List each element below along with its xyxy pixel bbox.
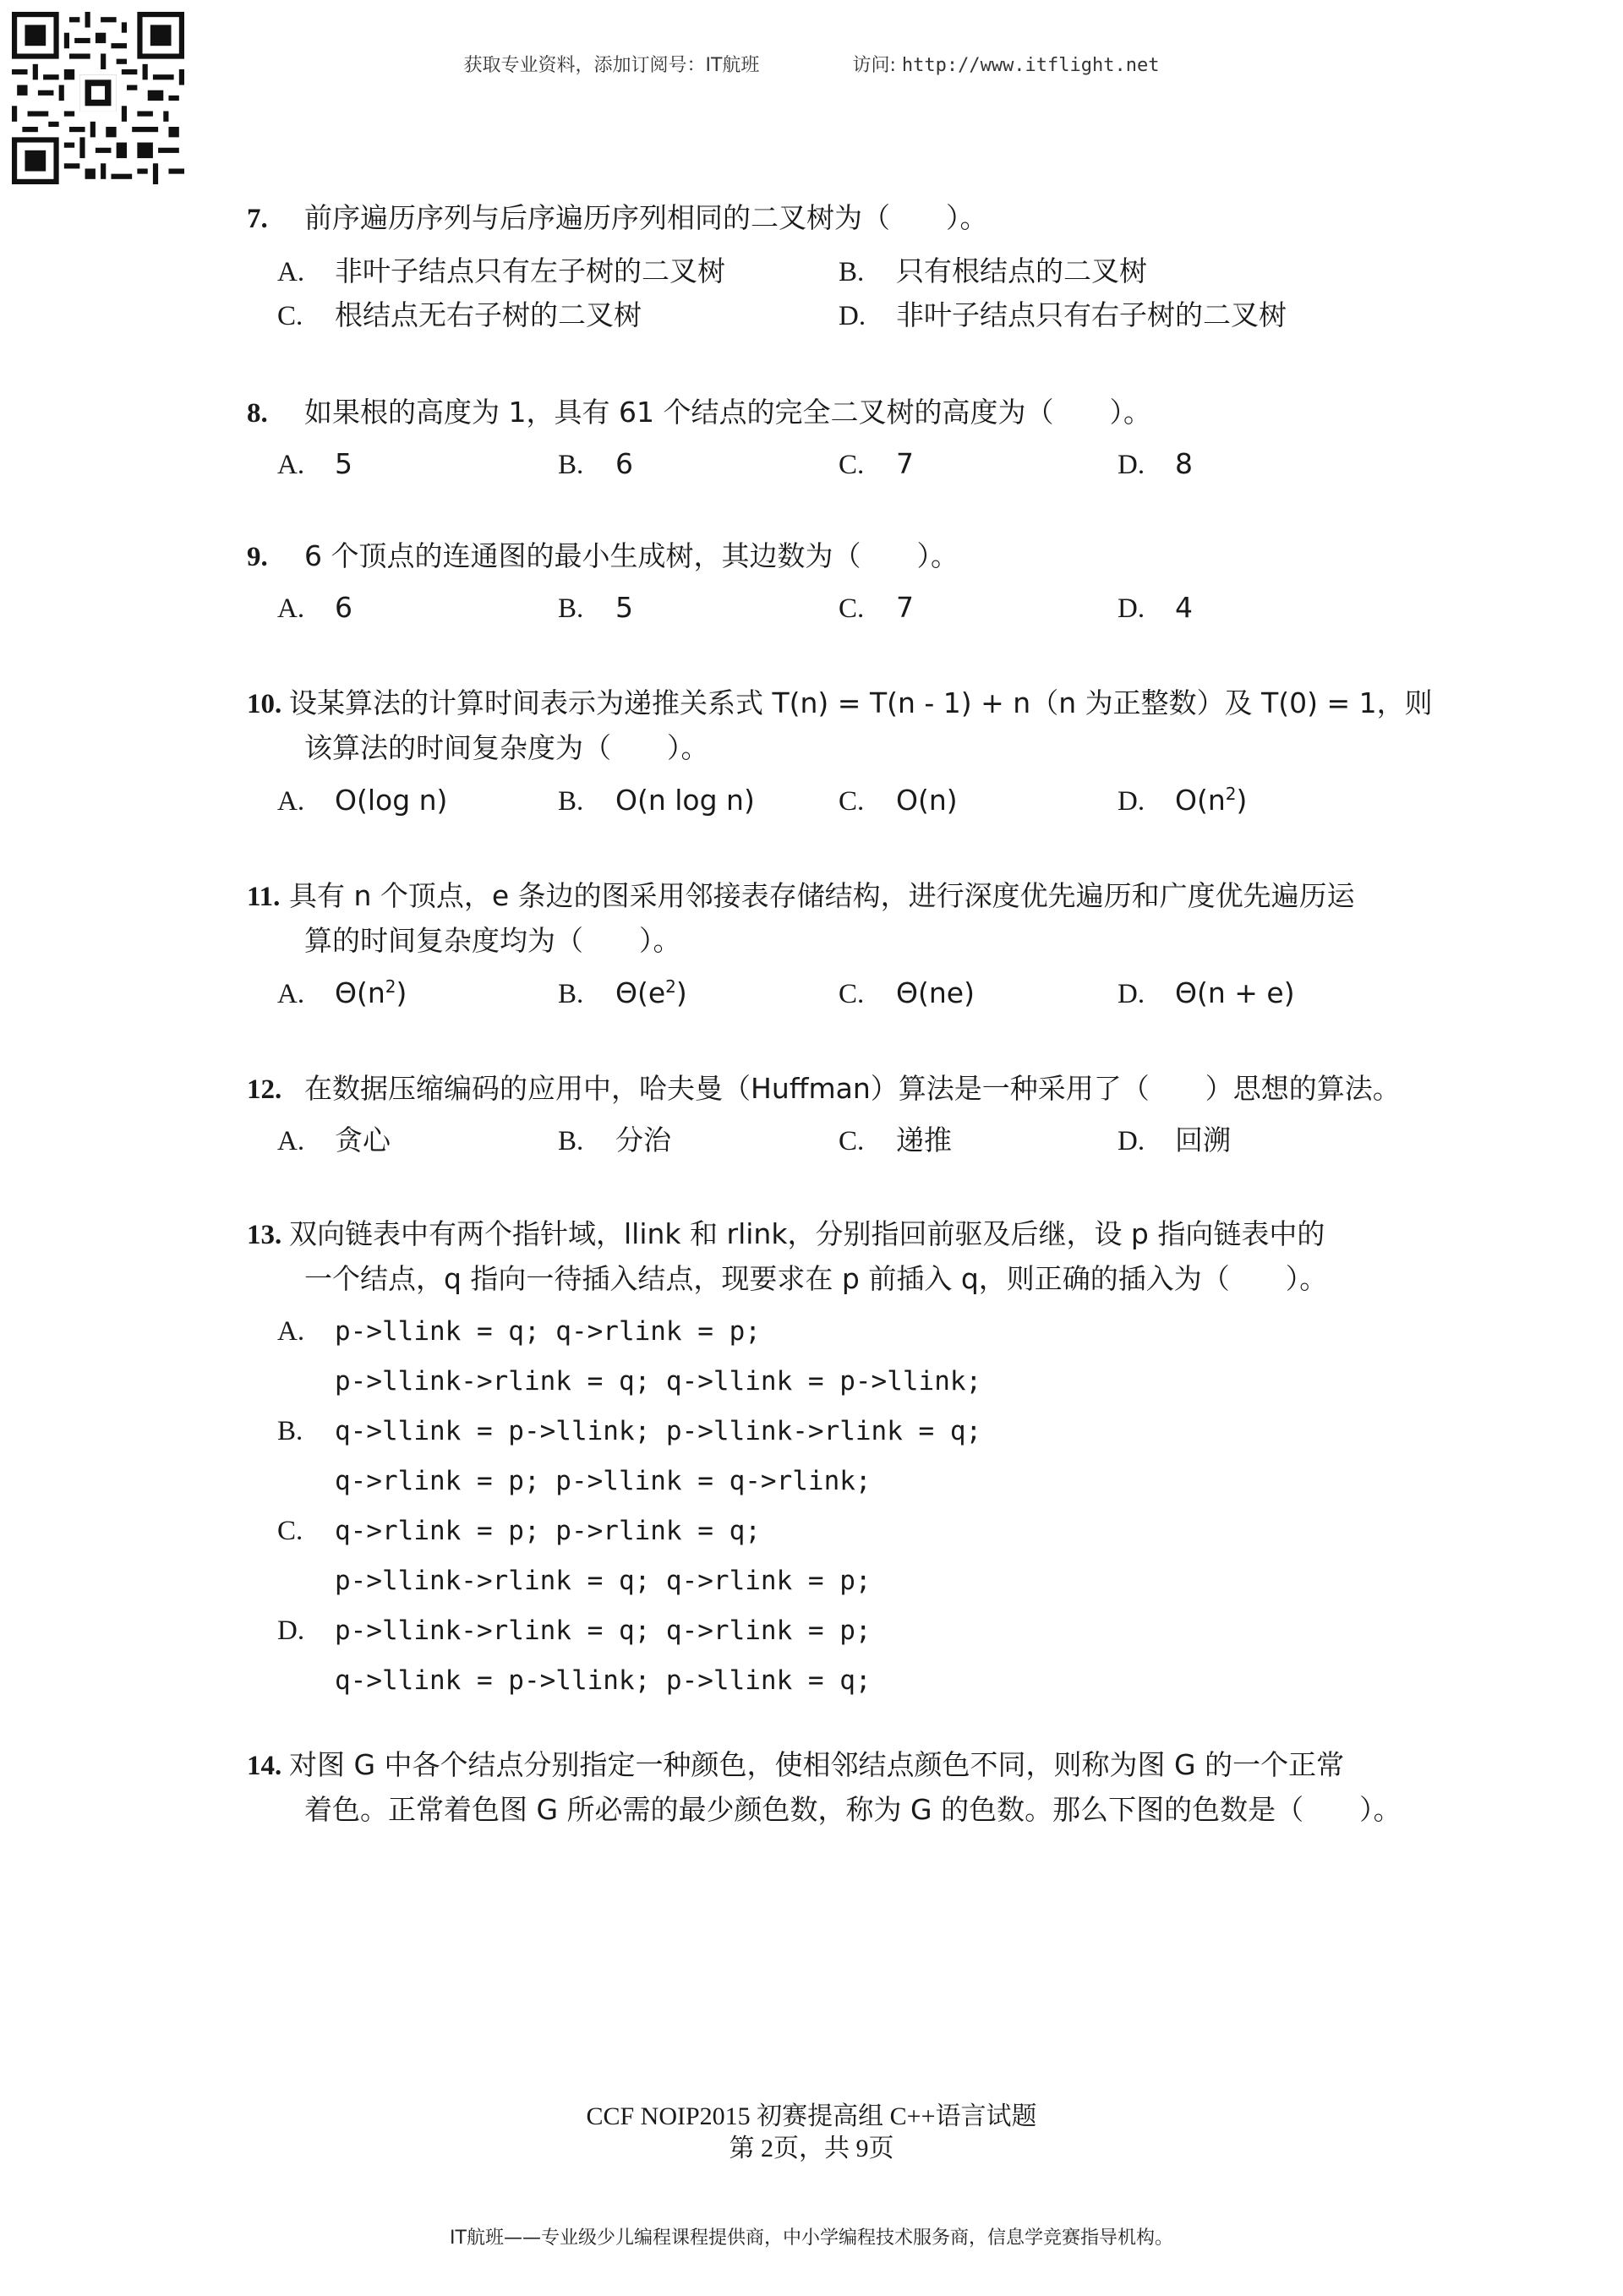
bottom-note: IT航班——专业级少儿编程课程提供商，中小学编程技术服务商，信息学竞赛指导机构。	[450, 2228, 1173, 2249]
question-number: 7.	[247, 204, 268, 234]
option-b[interactable]: B. 分治	[558, 1123, 671, 1156]
option-d[interactable]: D. 8	[1118, 447, 1193, 480]
option-a[interactable]: A. 非叶子结点只有左子树的二叉树	[277, 254, 725, 287]
question-text-cont: 该算法的时间复杂度为（ ）。	[304, 731, 709, 764]
option-d[interactable]: D. $O(n^2)$	[1118, 784, 1248, 817]
question-text-cont: 一个结点，q 指向一待插入结点，现要求在 p 前插入 q，则正确的插入为（ ）。	[304, 1262, 1328, 1295]
qr-code-icon	[12, 12, 184, 184]
options-row	[247, 293, 1430, 337]
question-12	[247, 1067, 1430, 1162]
option-c[interactable]: C. 7	[839, 591, 914, 624]
question-text-cont: 算的时间复杂度均为（ ）。	[304, 924, 681, 957]
option-b[interactable]: B. 6	[558, 447, 633, 480]
option-c[interactable]: C. q->rlink = p; p->rlink = q;	[277, 1516, 761, 1546]
option-b-line2: q->rlink = p; p->llink = q->rlink;	[335, 1466, 872, 1496]
option-a[interactable]: A. 贪心	[277, 1123, 391, 1156]
question-11	[247, 874, 1430, 1015]
option-c[interactable]: C. Θ(ne)	[839, 976, 975, 1009]
option-d[interactable]: D. p->llink->rlink = q; q->rlink = p;	[277, 1615, 872, 1646]
question-number: 8.	[247, 398, 268, 429]
question-text: 设某算法的计算时间表示为递推关系式 T(n) = T(n - 1) + n（n 为正整数）及 T(0) = 1，则	[289, 686, 1433, 719]
question-8	[247, 391, 1430, 486]
question-number: 10.	[247, 689, 282, 719]
option-b[interactable]: B. 5	[558, 591, 633, 624]
option-a[interactable]: A. $\Theta(n^2)$	[277, 976, 407, 1009]
option-c[interactable]: C. 7	[839, 447, 914, 480]
option-a[interactable]: A. 6	[277, 591, 352, 624]
question-13	[247, 1212, 1430, 1705]
question-text-cont: 着色。正常着色图 G 所必需的最少颜色数，称为 G 的色数。那么下图的色数是（ ）。	[304, 1793, 1402, 1826]
option-b[interactable]: B. O(n log n)	[558, 784, 755, 817]
option-d[interactable]: D. 回溯	[1118, 1123, 1231, 1156]
question-number: 14.	[247, 1751, 282, 1781]
question-7	[247, 196, 1430, 337]
question-text: 具有 n 个顶点，e 条边的图采用邻接表存储结构，进行深度优先遍历和广度优先遍历运	[289, 879, 1355, 912]
question-9	[247, 534, 1430, 630]
question-number: 11.	[247, 882, 281, 912]
question-number: 13.	[247, 1220, 282, 1250]
footer-page-number: 第 2页，共 9页	[729, 2135, 894, 2162]
option-a[interactable]: A. 5	[277, 447, 352, 480]
question-text: 前序遍历序列与后序遍历序列相同的二叉树为（ ）。	[304, 201, 988, 234]
options-row	[247, 586, 1430, 630]
question-text: 对图 G 中各个结点分别指定一种颜色，使相邻结点颜色不同，则称为图 G 的一个正常	[289, 1748, 1345, 1781]
options-row	[247, 971, 1430, 1015]
option-d[interactable]: D. 4	[1118, 591, 1193, 624]
header-visit-label: 访问:	[852, 55, 896, 76]
option-b[interactable]: B. $\Theta(e^2)$	[558, 976, 687, 1009]
option-a[interactable]: A. p->llink = q; q->rlink = p;	[277, 1316, 761, 1347]
option-b[interactable]: B. 只有根结点的二叉树	[839, 254, 1147, 287]
option-d[interactable]: D. 非叶子结点只有右子树的二叉树	[839, 298, 1287, 331]
header-visit-url[interactable]: http://www.itflight.net	[901, 55, 1160, 76]
option-a-line2: p->llink->rlink = q; q->llink = p->llink;	[335, 1366, 982, 1397]
option-c-line2: p->llink->rlink = q; q->rlink = p;	[335, 1566, 872, 1596]
question-text: 在数据压缩编码的应用中，哈夫曼（Huffman）算法是一种采用了（ ）思想的算法。	[304, 1072, 1401, 1105]
question-10	[247, 681, 1433, 823]
option-c[interactable]: C. 根结点无右子树的二叉树	[277, 298, 642, 331]
question-14	[247, 1743, 1430, 1832]
options-row	[247, 249, 1430, 293]
header-contact: 获取专业资料，添加订阅号：IT航班	[463, 55, 760, 76]
question-text: 如果根的高度为 1，具有 61 个结点的完全二叉树的高度为（ ）。	[304, 396, 1151, 429]
question-text: 6 个顶点的连通图的最小生成树，其边数为（ ）。	[304, 539, 959, 572]
question-text: 双向链表中有两个指针域，llink 和 rlink，分别指回前驱及后继，设 p 指向链表中的	[289, 1217, 1325, 1250]
question-number: 12.	[247, 1074, 282, 1105]
option-a[interactable]: A. O(log n)	[277, 784, 448, 817]
option-d-line2: q->llink = p->llink; p->llink = q;	[335, 1665, 872, 1696]
options-row	[247, 1118, 1430, 1162]
option-c[interactable]: C. O(n)	[839, 784, 958, 817]
options-row	[247, 442, 1430, 486]
page-header	[0, 51, 1623, 77]
options-row	[247, 779, 1430, 823]
option-c[interactable]: C. 递推	[839, 1123, 952, 1156]
option-b[interactable]: B. q->llink = p->llink; p->llink->rlink = q;	[277, 1416, 982, 1446]
question-number: 9.	[247, 542, 268, 572]
footer-title: CCF NOIP2015 初赛提高组 C++语言试题	[586, 2102, 1037, 2130]
option-d[interactable]: D. Θ(n + e)	[1118, 976, 1295, 1009]
